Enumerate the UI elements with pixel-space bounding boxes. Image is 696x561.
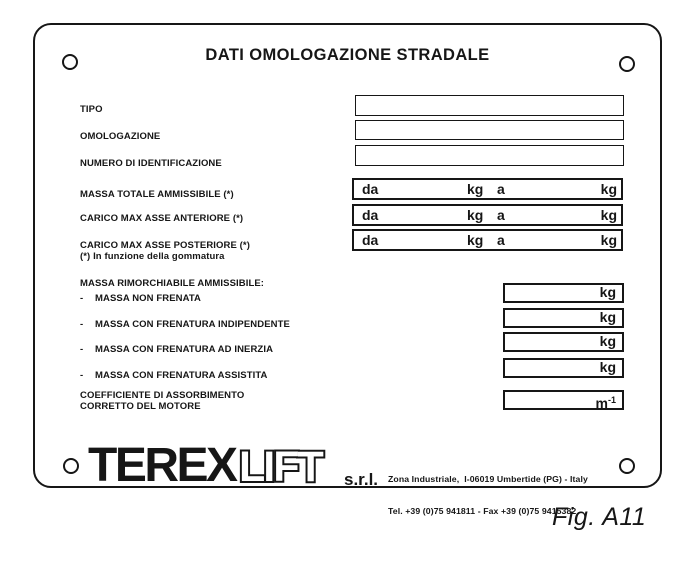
label-massa-rimorchiabile-header: MASSA RIMORCHIABILE AMMISSIBILE: bbox=[80, 278, 265, 289]
label-coefficiente-line2: CORRETTO DEL MOTORE bbox=[80, 400, 201, 412]
label-carico-asse-posteriore: CARICO MAX ASSE POSTERIORE (*) bbox=[80, 240, 250, 251]
range-to-label: a bbox=[497, 232, 505, 248]
range-to-unit: kg bbox=[600, 207, 617, 223]
label-frenatura-indipendente: MASSA CON FRENATURA INDIPENDENTE bbox=[95, 319, 290, 330]
terex-wordmark: TEREX bbox=[88, 439, 236, 488]
value-box-numero-identificazione bbox=[355, 145, 624, 166]
range-to-unit: kg bbox=[600, 181, 617, 197]
label-frenatura-assistita: MASSA CON FRENATURA ASSISTITA bbox=[95, 370, 268, 381]
value-box-tipo bbox=[355, 95, 624, 116]
value-box-massa-non-frenata bbox=[503, 283, 624, 303]
range-box-carico-anteriore bbox=[352, 204, 623, 226]
range-from-label: da bbox=[362, 207, 379, 223]
range-box-carico-posteriore bbox=[352, 229, 623, 251]
homologation-plate bbox=[33, 23, 662, 516]
label-carico-asse-anteriore: CARICO MAX ASSE ANTERIORE (*) bbox=[80, 213, 244, 224]
label-tipo: TIPO bbox=[80, 104, 103, 115]
plate-title: DATI OMOLOGAZIONE STRADALE bbox=[205, 46, 490, 64]
unit-m-inverse: $m^{-1}$ bbox=[595, 394, 616, 411]
label-footnote-gommatura: (*) In funzione della gommatura bbox=[80, 250, 225, 262]
range-to-label: a bbox=[497, 207, 505, 223]
mounting-hole-bottom-right bbox=[619, 458, 635, 474]
label-omologazione: OMOLOGAZIONE bbox=[80, 131, 161, 142]
lift-wordmark: LIFT bbox=[239, 443, 322, 488]
unit-kg: kg bbox=[599, 333, 616, 349]
range-box-massa-totale bbox=[352, 178, 623, 200]
value-box-frenatura-assistita bbox=[503, 358, 624, 378]
range-from-label: da bbox=[362, 181, 379, 197]
value-box-frenatura-ad-inerzia bbox=[503, 332, 624, 352]
terexlift-logo bbox=[82, 433, 412, 488]
address-line-1: Zona Industriale, I-06019 Umbertide (PG) - Italy bbox=[388, 474, 588, 485]
figure-caption: Fig. A11 bbox=[552, 503, 647, 531]
label-numero-identificazione: NUMERO DI IDENTIFICAZIONE bbox=[80, 158, 222, 169]
unit-kg: kg bbox=[599, 309, 616, 325]
address-line-2: Tel. +39 (0)75 941811 - Fax +39 (0)75 9415382 bbox=[388, 505, 577, 516]
value-box-frenatura-indipendente bbox=[503, 308, 624, 328]
bullet-dash: - bbox=[80, 370, 84, 381]
bullet-dash: - bbox=[80, 344, 84, 355]
label-coefficiente-line1: COEFFICIENTE DI ASSORBIMENTO bbox=[80, 390, 245, 401]
value-box-coefficiente bbox=[503, 390, 624, 410]
range-from-unit: kg bbox=[467, 232, 484, 248]
range-to-unit: kg bbox=[600, 232, 617, 248]
bullet-dash: - bbox=[80, 293, 84, 304]
unit-kg: kg bbox=[599, 359, 616, 375]
mounting-hole-bottom-left bbox=[63, 458, 79, 474]
bullet-dash: - bbox=[80, 319, 84, 330]
range-from-unit: kg bbox=[467, 207, 484, 223]
srl-suffix: s.r.l. bbox=[344, 470, 379, 488]
label-massa-totale: MASSA TOTALE AMMISSIBILE (*) bbox=[80, 189, 234, 200]
value-box-omologazione bbox=[355, 120, 624, 140]
label-massa-non-frenata: MASSA NON FRENATA bbox=[95, 293, 202, 304]
unit-kg: kg bbox=[599, 284, 616, 300]
range-from-unit: kg bbox=[467, 181, 484, 197]
label-frenatura-ad-inerzia: MASSA CON FRENATURA AD INERZIA bbox=[95, 344, 274, 355]
range-from-label: da bbox=[362, 232, 379, 248]
range-to-label: a bbox=[497, 181, 505, 197]
